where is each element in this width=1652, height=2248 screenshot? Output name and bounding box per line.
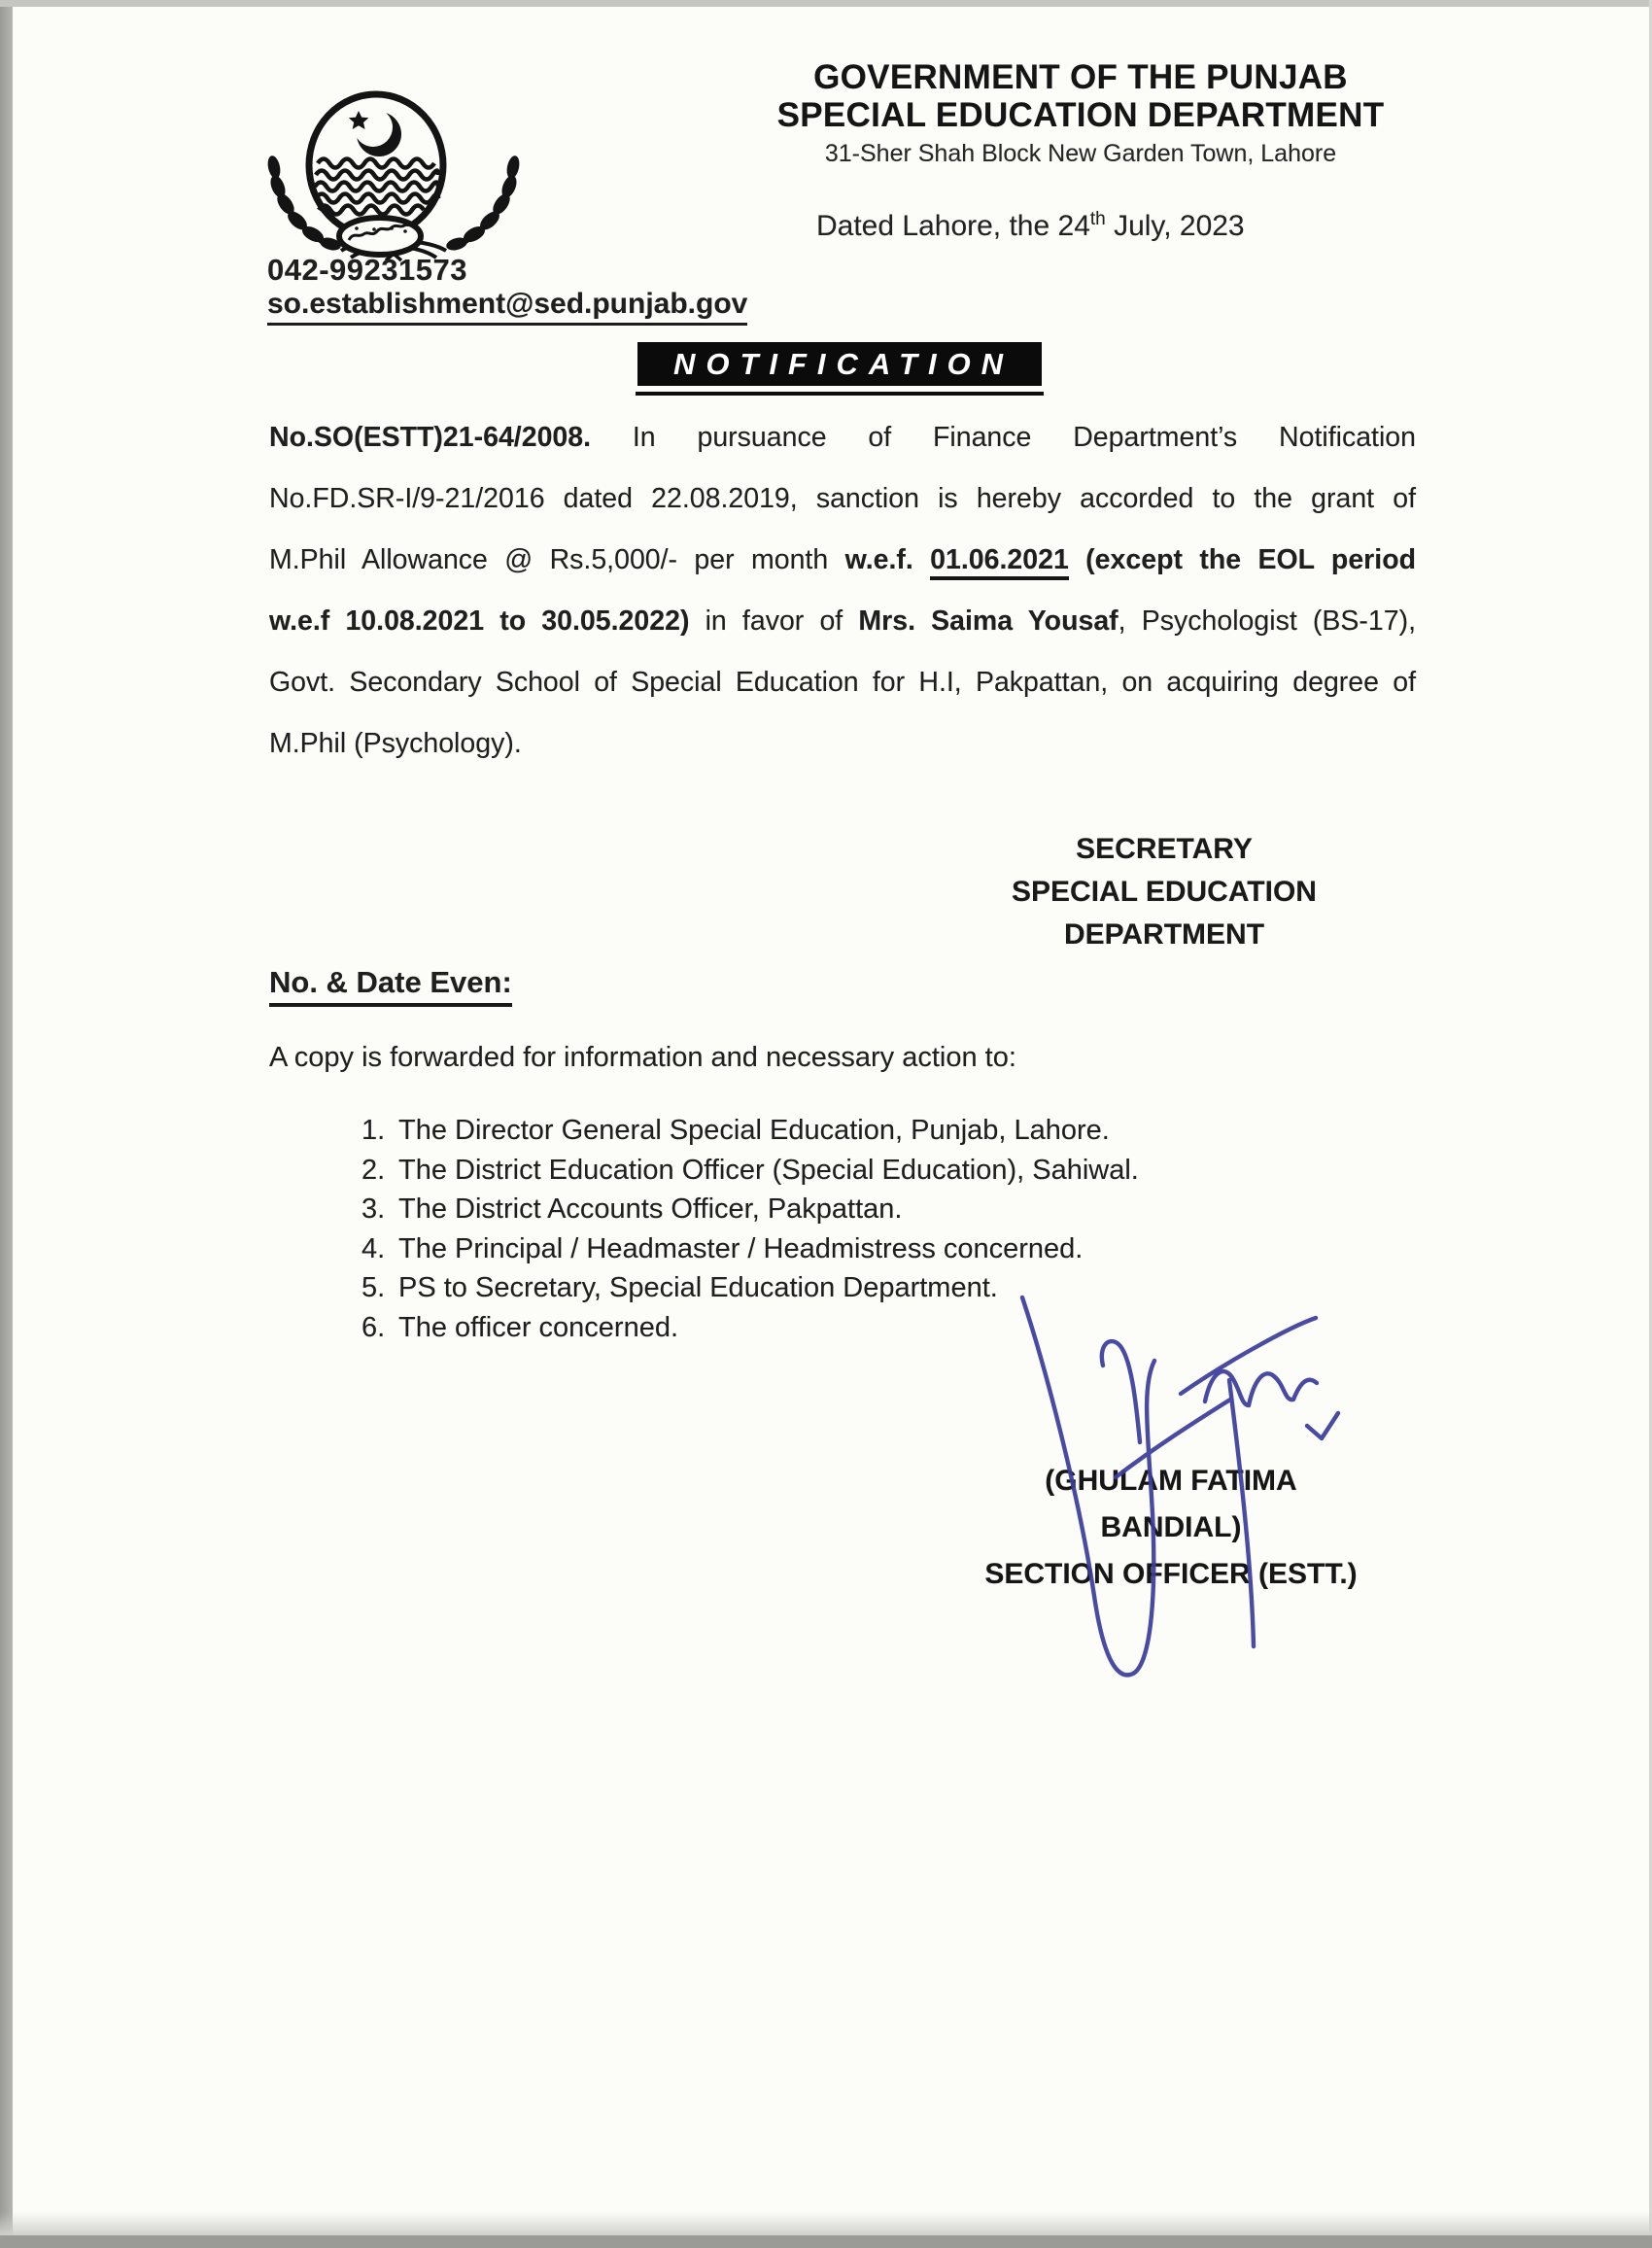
body-line-3: M.Phil Allowance @ Rs.5,000/- per month w.e.f. 01.06.2021 (except the EOL period xyxy=(269,530,1416,591)
list-item xyxy=(361,1151,1333,1191)
list-item-number: 5. xyxy=(361,1272,386,1303)
list-item-text: PS to Secretary, Special Education Department. xyxy=(398,1272,998,1303)
list-item xyxy=(361,1268,1333,1308)
org-name-line2: SPECIAL EDUCATION DEPARTMENT xyxy=(776,96,1385,134)
list-item-text: The officer concerned. xyxy=(398,1311,679,1343)
signatory-block xyxy=(980,1458,1362,1598)
org-name-line1: GOVERNMENT OF THE PUNJAB xyxy=(813,58,1348,96)
scan-edge-bottom-fade xyxy=(0,2212,1652,2235)
notification-title-underline xyxy=(636,392,1044,396)
copy-distribution-list xyxy=(361,1111,1333,1347)
letterhead xyxy=(740,58,1421,170)
signatory-title: SECTION OFFICER (ESTT.) xyxy=(984,1558,1358,1590)
list-item-text: The District Education Officer (Special Education), Sahiwal. xyxy=(398,1154,1139,1186)
scan-edge-left xyxy=(0,0,13,2248)
body-line-6: M.Phil (Psychology). xyxy=(269,728,522,759)
body-line-2: No.FD.SR-I/9-21/2016 dated 22.08.2019, sanction is hereby accorded to the grant of xyxy=(269,483,1416,514)
list-item xyxy=(361,1190,1333,1229)
date-line: Dated Lahore, the 24th July, 2023 xyxy=(816,209,1245,242)
list-item-number: 4. xyxy=(361,1232,386,1264)
org-address: 31-Sher Shah Block New Garden Town, Lahore xyxy=(824,140,1337,167)
reference-label: No. & Date Even: xyxy=(269,965,512,1007)
notification-title: NOTIFICATION xyxy=(637,342,1042,386)
date-ordinal-suffix: th xyxy=(1089,209,1106,229)
authority-line-1: SECRETARY xyxy=(1076,833,1253,865)
list-item xyxy=(361,1308,1333,1348)
list-item-text: The Director General Special Education, Punjab, Lahore. xyxy=(398,1115,1110,1146)
list-item-number: 3. xyxy=(361,1193,386,1225)
scan-edge-top xyxy=(0,0,1652,7)
body-line-5: Govt. Secondary School of Special Education for H.I, Pakpattan, on acquiring degree of xyxy=(269,667,1416,698)
scan-edge-bottom xyxy=(0,2235,1652,2248)
copy-forward-intro: A copy is forwarded for information and necessary action to: xyxy=(269,1042,1016,1073)
list-item-text: The District Accounts Officer, Pakpattan. xyxy=(398,1193,903,1225)
notification-body xyxy=(269,407,1416,775)
issuing-authority-block xyxy=(994,828,1334,956)
list-item xyxy=(361,1229,1333,1269)
body-line-1: No.SO(ESTT)21-64/2008. In pursuance of Finance Department’s Notification xyxy=(269,422,1416,453)
list-item-number: 1. xyxy=(361,1115,386,1146)
punjab-government-emblem-icon xyxy=(256,84,532,266)
signatory-name: (GHULAM FATIMA BANDIAL) xyxy=(1045,1465,1297,1543)
phone-number: 042-99231573 xyxy=(267,253,467,287)
list-item-number: 6. xyxy=(361,1311,386,1343)
authority-line-3: DEPARTMENT xyxy=(1063,918,1265,951)
authority-line-2: SPECIAL EDUCATION xyxy=(1012,876,1317,908)
body-line-4: w.e.f 10.08.2021 to 30.05.2022) in favor of Mrs. Saima Yousaf, Psychologist (BS-17), xyxy=(269,605,1417,637)
list-item xyxy=(361,1111,1333,1151)
list-item-number: 2. xyxy=(361,1154,386,1186)
list-item-text: The Principal / Headmaster / Headmistress concerned. xyxy=(398,1232,1084,1264)
email-address: so.establishment@sed.punjab.gov xyxy=(267,288,747,326)
